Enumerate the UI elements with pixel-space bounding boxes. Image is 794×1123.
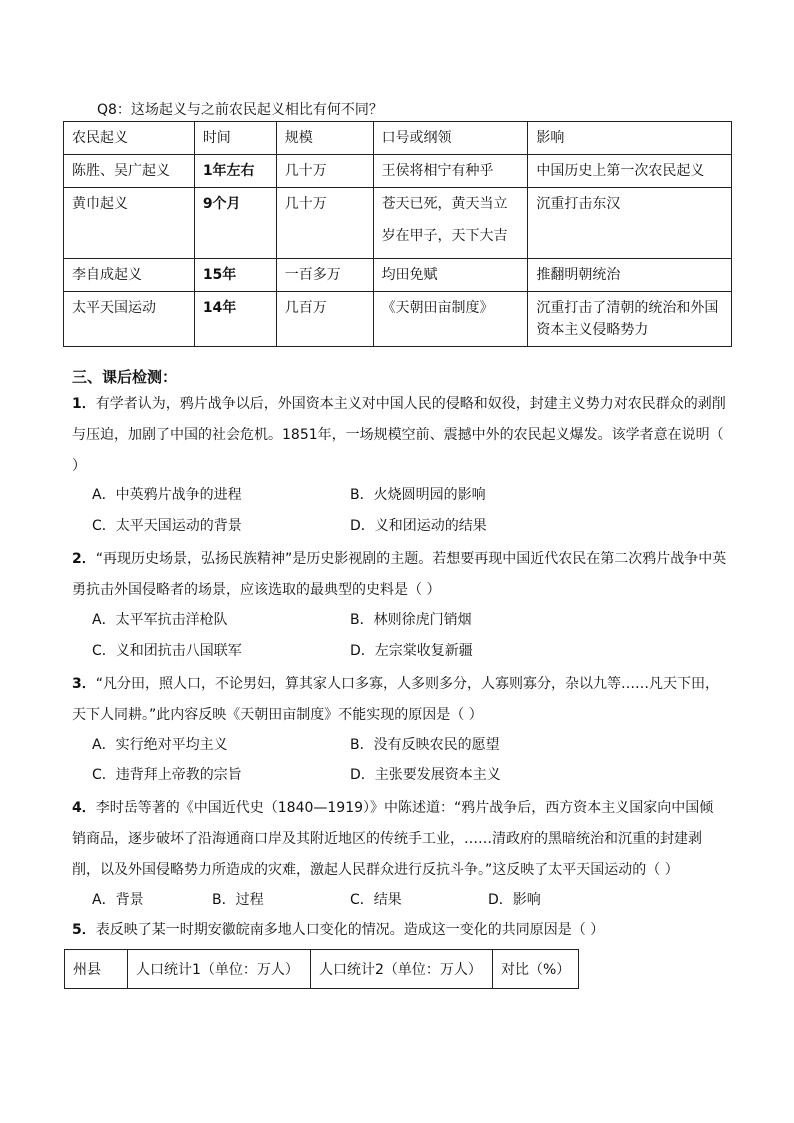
option-4a: A．背景: [92, 892, 144, 908]
question-2: [72, 544, 727, 606]
option-1b: B．火烧圆明园的影响: [350, 487, 486, 503]
question-3: [72, 669, 727, 731]
table-cell: 一百多万: [276, 259, 373, 292]
question-number: 1．: [72, 396, 96, 412]
option-4d: D．影响: [488, 892, 541, 908]
header-cell: 规模: [276, 122, 373, 155]
table-cell: 沉重打击东汉: [528, 188, 732, 259]
q8-prompt: Q8：这场起义与之前农民起义相比有何不同？: [97, 102, 383, 118]
option-4c: C．结果: [350, 892, 402, 908]
question-text: “凡分田，照人口，不论男妇，算其家人口多寡，人多则多分，人寡则寡分，杂以九等……凡天下田，天下人同耕。”此内容反映《天朝田亩制度》不能实现的原因是（ ）: [72, 676, 720, 723]
option-2b: B．林则徐虎门销烟: [350, 612, 472, 628]
uprising-comparison-table: [63, 121, 732, 347]
table-cell: [373, 188, 528, 259]
header-cell: 时间: [194, 122, 276, 155]
table-cell: 均田免赋: [373, 259, 528, 292]
population-table: [64, 949, 579, 989]
table-cell: 1年左右: [194, 155, 276, 188]
table-row: [64, 155, 732, 188]
table-cell: 几十万: [276, 155, 373, 188]
table-cell: 14年: [194, 292, 276, 347]
section-heading: 三、课后检测：: [72, 368, 178, 386]
table-cell: 15年: [194, 259, 276, 292]
option-3b: B．没有反映农民的愿望: [350, 737, 500, 753]
question-4: [72, 793, 727, 886]
question-text: 有学者认为，鸦片战争以后，外国资本主义对中国人民的侵略和奴役，封建主义势力对农民群众的剥削与压迫，加剧了中国的社会危机。1851年，一场规模空前、震撼中外的农民起义爆发。该学者意在说明（ ）: [72, 396, 726, 474]
table-cell: 太平天国运动: [64, 292, 195, 347]
option-2d: D．左宗棠收复新疆: [350, 643, 473, 659]
option-3d: D．主张要发展资本主义: [350, 767, 501, 783]
slogan-line-1: 苍天已死，黄天当立: [381, 196, 508, 212]
table-header-row: [64, 122, 732, 155]
table-cell: 黄巾起义: [64, 188, 195, 259]
question-text: 李时岳等著的《中国近代史（1840—1919）》中陈述道：“鸦片战争后，西方资本主义国家向中国倾销商品，逐步破坏了沿海通商口岸及其附近地区的传统手工业，……清政府的黑暗统治和沉重的封建剥削，以及外国侵略势力所造成的灾难，激起人民群众进行反抗斗争。”这反映了太平天国运动的（ ）: [72, 800, 714, 878]
question-text: 表反映了某一时期安徽皖南多地人口变化的情况。造成这一变化的共同原因是（ ）: [95, 922, 605, 938]
option-3c: C．违背拜上帝教的宗旨: [92, 767, 242, 783]
header-cell: 人口统计2（单位：万人）: [311, 950, 493, 989]
table-row: [64, 188, 732, 259]
question-5: [72, 915, 727, 946]
header-cell: 对比（%）: [493, 950, 579, 989]
option-4b: B．过程: [212, 892, 264, 908]
question-number: 2．: [72, 551, 96, 567]
question-number: 4．: [72, 800, 96, 816]
table-cell: 中国历史上第一次农民起义: [528, 155, 732, 188]
table-cell: 《天朝田亩制度》: [373, 292, 528, 347]
option-2a: A．太平军抗击洋枪队: [92, 612, 228, 628]
question-text: “再现历史场景，弘扬民族精神”是历史影视剧的主题。若想要再现中国近代农民在第二次鸦片战争中英勇抗击外国侵略者的场景，应该选取的最典型的史料是（ ）: [72, 551, 727, 598]
header-cell: 影响: [528, 122, 732, 155]
option-1a: A．中英鸦片战争的进程: [92, 487, 242, 503]
table-row: [64, 292, 732, 347]
table-cell: 几十万: [276, 188, 373, 259]
table-cell: 李自成起义: [64, 259, 195, 292]
table-cell: 9个月: [194, 188, 276, 259]
header-cell: 人口统计1（单位：万人）: [128, 950, 311, 989]
option-2c: C．义和团抗击八国联军: [92, 643, 242, 659]
option-3a: A．实行绝对平均主义: [92, 737, 228, 753]
question-number: 5．: [72, 922, 96, 938]
table-cell: 几百万: [276, 292, 373, 347]
header-cell: 州县: [65, 950, 128, 989]
question-1: [72, 389, 727, 482]
option-1c: C．太平天国运动的背景: [92, 518, 242, 534]
question-number: 3．: [72, 676, 96, 692]
slogan-line-2: 岁在甲子，天下大吉: [381, 228, 508, 244]
table-cell: 推翻明朝统治: [528, 259, 732, 292]
header-cell: 口号或纲领: [373, 122, 528, 155]
table-cell: 陈胜、吴广起义: [64, 155, 195, 188]
header-cell: 农民起义: [64, 122, 195, 155]
option-1d: D．义和团运动的结果: [350, 518, 487, 534]
table-header-row: [65, 950, 579, 989]
table-cell: 王侯将相宁有种乎: [373, 155, 528, 188]
table-row: [64, 259, 732, 292]
table-cell: 沉重打击了清朝的统治和外国资本主义侵略势力: [528, 292, 732, 347]
